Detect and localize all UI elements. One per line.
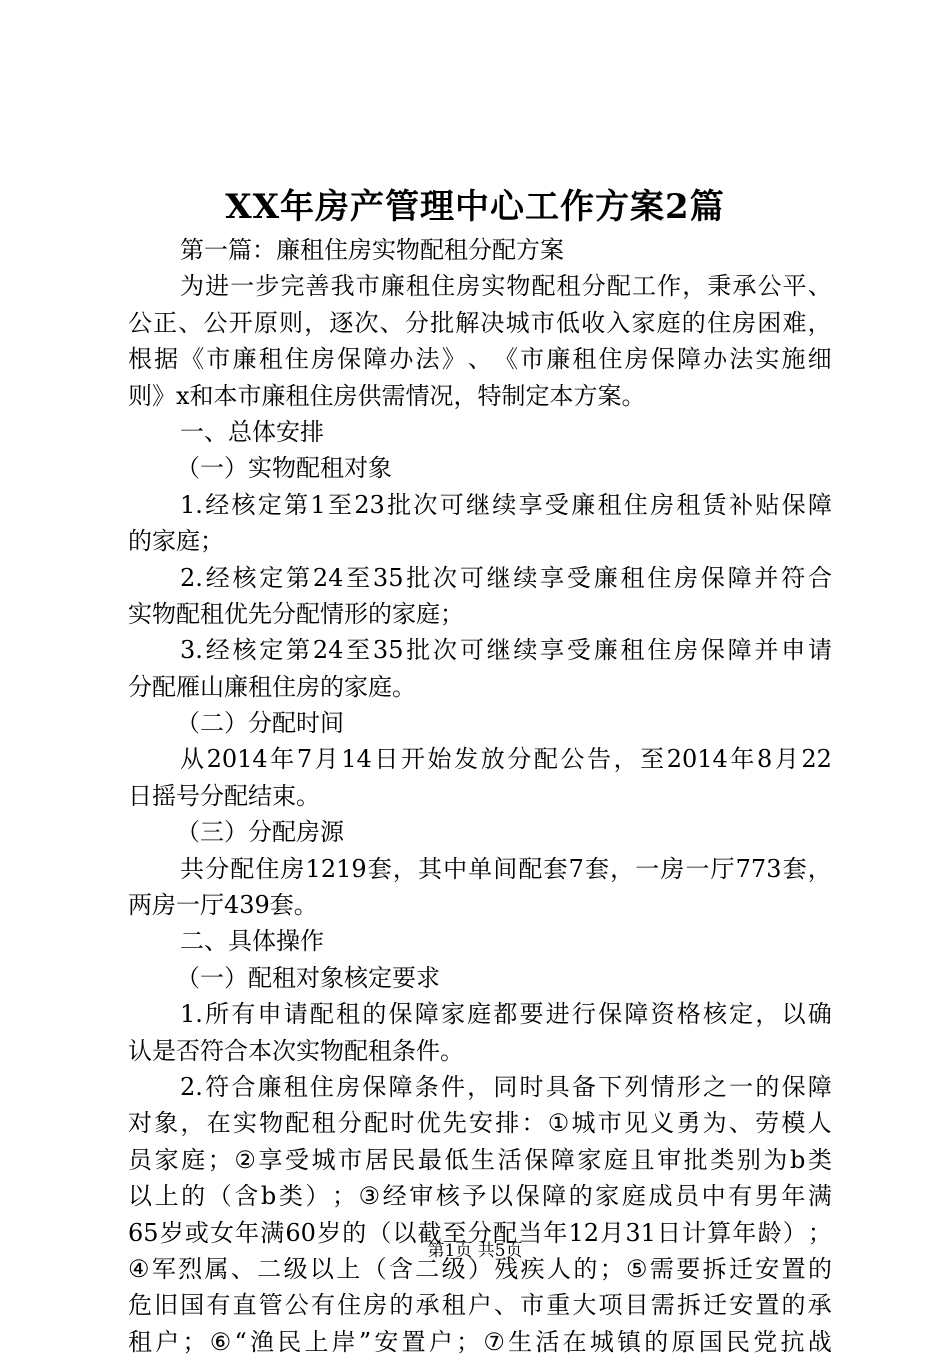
body-line: ④ 军 烈 属 、 二 级 以 上 （ 含 二 级 ） 残 疾 人 的 ； ⑤ 需 要 拆 迁 安 置 的	[128, 1254, 832, 1283]
body-line: 分配雁山廉租住房的家庭。	[128, 672, 416, 701]
body-line: 以 上 的 （ 含 b 类 ） ； ③ 经 审 核 予 以 保 障 的 家 庭 成 员 中 有 男 年 满	[128, 1182, 832, 1211]
body-line: 为 进 一 步 完 善 我 市 廉 租 住 房 实 物 配 租 分 配 工 作 ， 秉 承 公 平 、	[180, 272, 832, 301]
body-line: 二、具体操作	[180, 927, 324, 956]
body-line: （三）分配房源	[176, 818, 344, 847]
body-line: 2. 经 核 定 第 24 至 35 批 次 可 继 续 享 受 廉 租 住 房 保 障 并 符 合	[180, 563, 832, 592]
body-line: 认是否符合本次实物配租条件。	[128, 1036, 464, 1065]
body-line: 危 旧 国 有 直 管 公 有 住 房 的 承 租 户 、 市 重 大 项 目 需 拆 迁 安 置 的 承	[128, 1291, 832, 1320]
document-body	[128, 232, 832, 1360]
body-line: 则》x和本市廉租住房供需情况，特制定本方案。	[128, 381, 646, 410]
body-line: 3. 经 核 定 第 24 至 35 批 次 可 继 续 享 受 廉 租 住 房 保 障 并 申 请	[180, 636, 832, 665]
body-line: 第一篇：廉租住房实物配租分配方案	[180, 236, 564, 264]
body-line: 的家庭；	[128, 527, 224, 556]
body-line: 两房一厅439套。	[128, 891, 318, 920]
document-title: XX年房产管理中心工作方案2篇	[225, 187, 725, 227]
body-line: 1. 所 有 申 请 配 租 的 保 障 家 庭 都 要 进 行 保 障 资 格 核 定 ， 以 确	[180, 1000, 832, 1029]
body-line: （一）实物配租对象	[176, 454, 392, 483]
body-line: 2. 符 合 廉 租 住 房 保 障 条 件 ， 同 时 具 备 下 列 情 形 之 一 的 保 障	[180, 1072, 832, 1101]
body-line: （二）分配时间	[176, 709, 344, 738]
body-line: （一）配租对象核定要求	[176, 963, 440, 992]
body-line: 租 户 ； ⑥ “ 渔 民 上 岸 ” 安 置 户 ； ⑦ 生 活 在 城 镇 的 原 国 民 党 抗 战	[128, 1327, 832, 1356]
body-line: 从 2014 年 7 月 14 日 开 始 发 放 分 配 公 告 ， 至 2014 年 8 月 22	[180, 745, 832, 774]
body-line: 一、总体安排	[180, 417, 324, 446]
body-line: 共 分 配 住 房 1219 套 ， 其 中 单 间 配 套 7 套 ， 一 房 一 厅 773 套 ，	[180, 854, 832, 883]
body-line: 实物配租优先分配情形的家庭；	[128, 599, 464, 628]
body-line: 对 象 ， 在 实 物 配 租 分 配 时 优 先 安 排 ： ① 城 市 见 义 勇 为 、 劳 模 人	[128, 1109, 832, 1138]
body-line: 1. 经 核 定 第 1 至 23 批 次 可 继 续 享 受 廉 租 住 房 租 赁 补 贴 保 障	[180, 490, 832, 519]
page-footer: 第1页 共5页	[427, 1241, 523, 1261]
body-line: 员 家 庭 ； ② 享 受 城 市 居 民 最 低 生 活 保 障 家 庭 且 审 批 类 别 为 b 类	[128, 1145, 832, 1174]
body-line: 根 据 《 市 廉 租 住 房 保 障 办 法 》 、 《 市 廉 租 住 房 保 障 办 法 实 施 细	[128, 345, 832, 374]
body-line: 日摇号分配结束。	[128, 781, 320, 810]
body-line: 公 正 、 公 开 原 则 ， 逐 次 、 分 批 解 决 城 市 低 收 入 家 庭 的 住 房 困 难 ，	[128, 308, 832, 337]
body-line: 65 岁 或 女 年 满 60 岁 的 （ 以 截 至 分 配 当 年 12 月 31 日 计 算 年 龄 ） ；	[128, 1218, 832, 1247]
